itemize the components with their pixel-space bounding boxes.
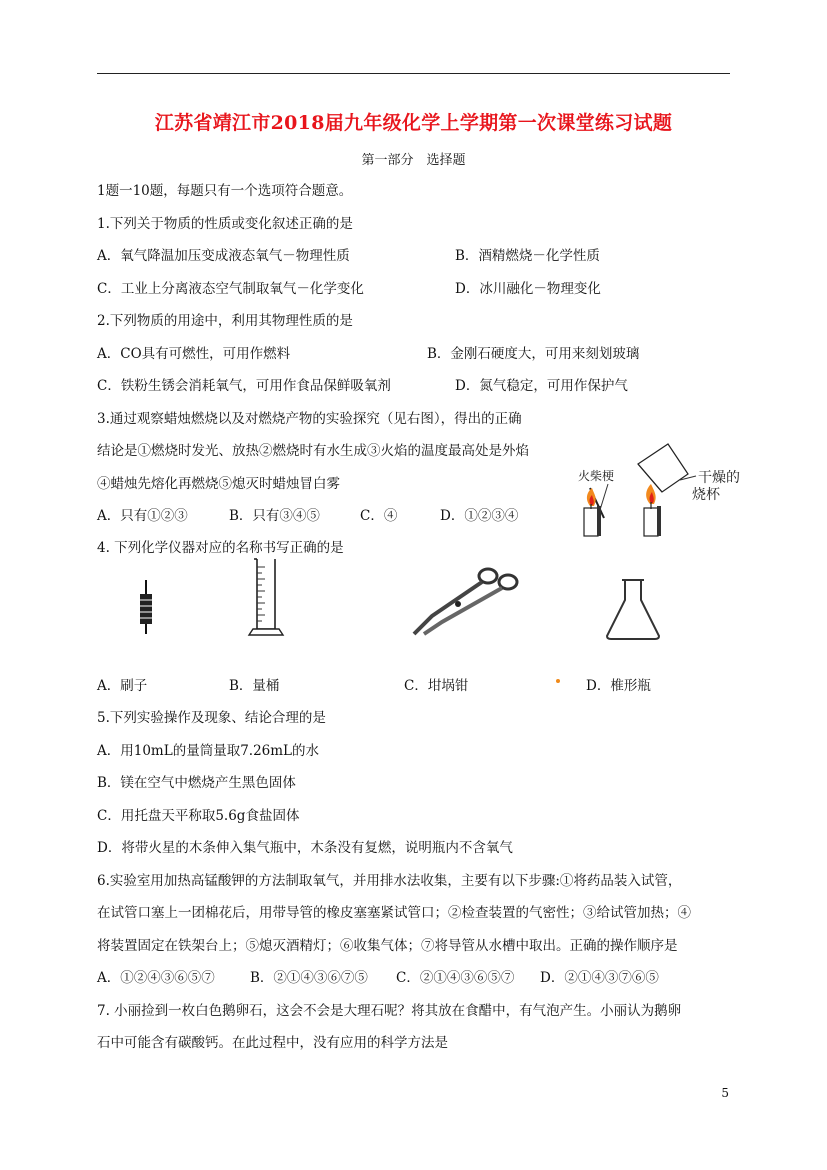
q6-stem-line3: 将装置固定在铁架台上；⑤熄灭酒精灯；⑥收集气体；⑦将导管从水槽中取出。正确的操作顺序是 bbox=[97, 938, 678, 954]
candle-experiment-figure bbox=[570, 436, 750, 538]
q5-stem: 5.下列实验操作及现象、结论合理的是 bbox=[97, 710, 326, 726]
graduated-cylinder-icon bbox=[243, 555, 289, 641]
candle-left bbox=[584, 508, 598, 536]
q5-option-a: A．用10mL的量筒量取7.26mL的水 bbox=[97, 743, 320, 759]
q6-stem-line1: 6.实验室用加热高锰酸钾的方法制取氧气，并用排水法收集，主要有以下步骤:①将药品装入试管， bbox=[97, 873, 682, 889]
q5-option-b: B．镁在空气中燃烧产生黑色固体 bbox=[97, 775, 296, 791]
q3-stem-line1: 3.通过观察蜡烛燃烧以及对燃烧产物的实验探究（见右图），得出的正确 bbox=[97, 411, 522, 427]
q6-option-d: D．②①④③⑦⑥⑤ bbox=[540, 970, 659, 986]
test-tube-brush-icon bbox=[136, 578, 156, 636]
section-heading: 第一部分 选择题 bbox=[361, 153, 466, 168]
q6-stem-line2: 在试管口塞上一团棉花后，用带导管的橡皮塞塞紧试管口；②检查装置的气密性；③给试管加热；④ bbox=[97, 905, 691, 921]
q1-option-b: B．酒精燃烧－化学性质 bbox=[455, 248, 600, 264]
conical-flask-icon bbox=[603, 576, 663, 642]
header-rule bbox=[97, 73, 730, 74]
q1-stem: 1.下列关于物质的性质或变化叙述正确的是 bbox=[97, 216, 353, 232]
q3-option-a: A．只有①②③ bbox=[97, 508, 188, 524]
candle-holder-right bbox=[657, 506, 661, 536]
match-stick-pointer bbox=[600, 484, 608, 510]
q2-option-a: A．CO具有可燃性，可用作燃料 bbox=[97, 346, 291, 362]
q6-option-b: B．②①④③⑥⑦⑤ bbox=[250, 970, 368, 986]
q3-option-b: B．只有③④⑤ bbox=[229, 508, 320, 524]
q3-stem-line3: ④蜡烛先熔化再燃烧⑤熄灭时蜡烛冒白雾 bbox=[97, 476, 340, 492]
dry-beaker-label-line2: 烧杯 bbox=[692, 487, 720, 503]
q2-option-d: D．氮气稳定，可用作保护气 bbox=[455, 378, 628, 394]
q7-stem-line1: 7. 小丽捡到一枚白色鹅卵石，这会不会是大理石呢？将其放在食醋中，有气泡产生。小丽认为鹅卵 bbox=[97, 1003, 682, 1019]
stray-dot bbox=[556, 679, 560, 683]
page-title: 江苏省靖江市2018届九年级化学上学期第一次课堂练习试题 bbox=[154, 112, 673, 134]
q3-option-d: D．①②③④ bbox=[440, 508, 519, 524]
dry-beaker bbox=[638, 444, 688, 492]
match-stick-label: 火柴梗 bbox=[578, 469, 615, 483]
q5-option-d: D．将带火星的木条伸入集气瓶中，木条没有复燃，说明瓶内不含氧气 bbox=[97, 840, 513, 856]
q3-stem-line2: 结论是①燃烧时发光、放热②燃烧时有水生成③火焰的温度最高处是外焰 bbox=[97, 443, 529, 459]
q4-option-b: B．量桶 bbox=[229, 678, 280, 694]
q4-option-a: A．刷子 bbox=[97, 678, 148, 694]
q4-stem: 4. 下列化学仪器对应的名称书写正确的是 bbox=[97, 540, 344, 556]
q2-option-c: C．铁粉生锈会消耗氧气，可用作食品保鲜吸氧剂 bbox=[97, 378, 391, 394]
q1-option-a: A．氧气降温加压变成液态氧气－物理性质 bbox=[97, 248, 350, 264]
q4-option-c: C．坩埚钳 bbox=[404, 678, 469, 694]
page-number: 5 bbox=[721, 1086, 729, 1100]
q4-option-d: D．椎形瓶 bbox=[586, 678, 651, 694]
candle-right bbox=[644, 508, 658, 536]
q2-stem: 2.下列物质的用途中，利用其物理性质的是 bbox=[97, 313, 353, 329]
q5-option-c: C．用托盘天平称取5.6g食盐固体 bbox=[97, 808, 300, 824]
crucible-tongs-icon bbox=[406, 560, 522, 640]
q2-option-b: B．金刚石硬度大，可用来刻划玻璃 bbox=[427, 346, 640, 362]
candle-holder-left bbox=[597, 506, 601, 536]
q7-stem-line2: 石中可能含有碳酸钙。在此过程中，没有应用的科学方法是 bbox=[97, 1035, 448, 1051]
q6-option-c: C．②①④③⑥⑤⑦ bbox=[396, 970, 515, 986]
instruction-text: 1题一10题，每题只有一个选项符合题意。 bbox=[97, 183, 353, 199]
q1-option-c: C．工业上分离液态空气制取氧气－化学变化 bbox=[97, 281, 364, 297]
q1-option-d: D．冰川融化－物理变化 bbox=[455, 281, 601, 297]
q6-option-a: A．①②④③⑥⑤⑦ bbox=[97, 970, 215, 986]
dry-beaker-label-line1: 干燥的 bbox=[698, 470, 740, 486]
q3-option-c: C．④ bbox=[360, 508, 398, 524]
